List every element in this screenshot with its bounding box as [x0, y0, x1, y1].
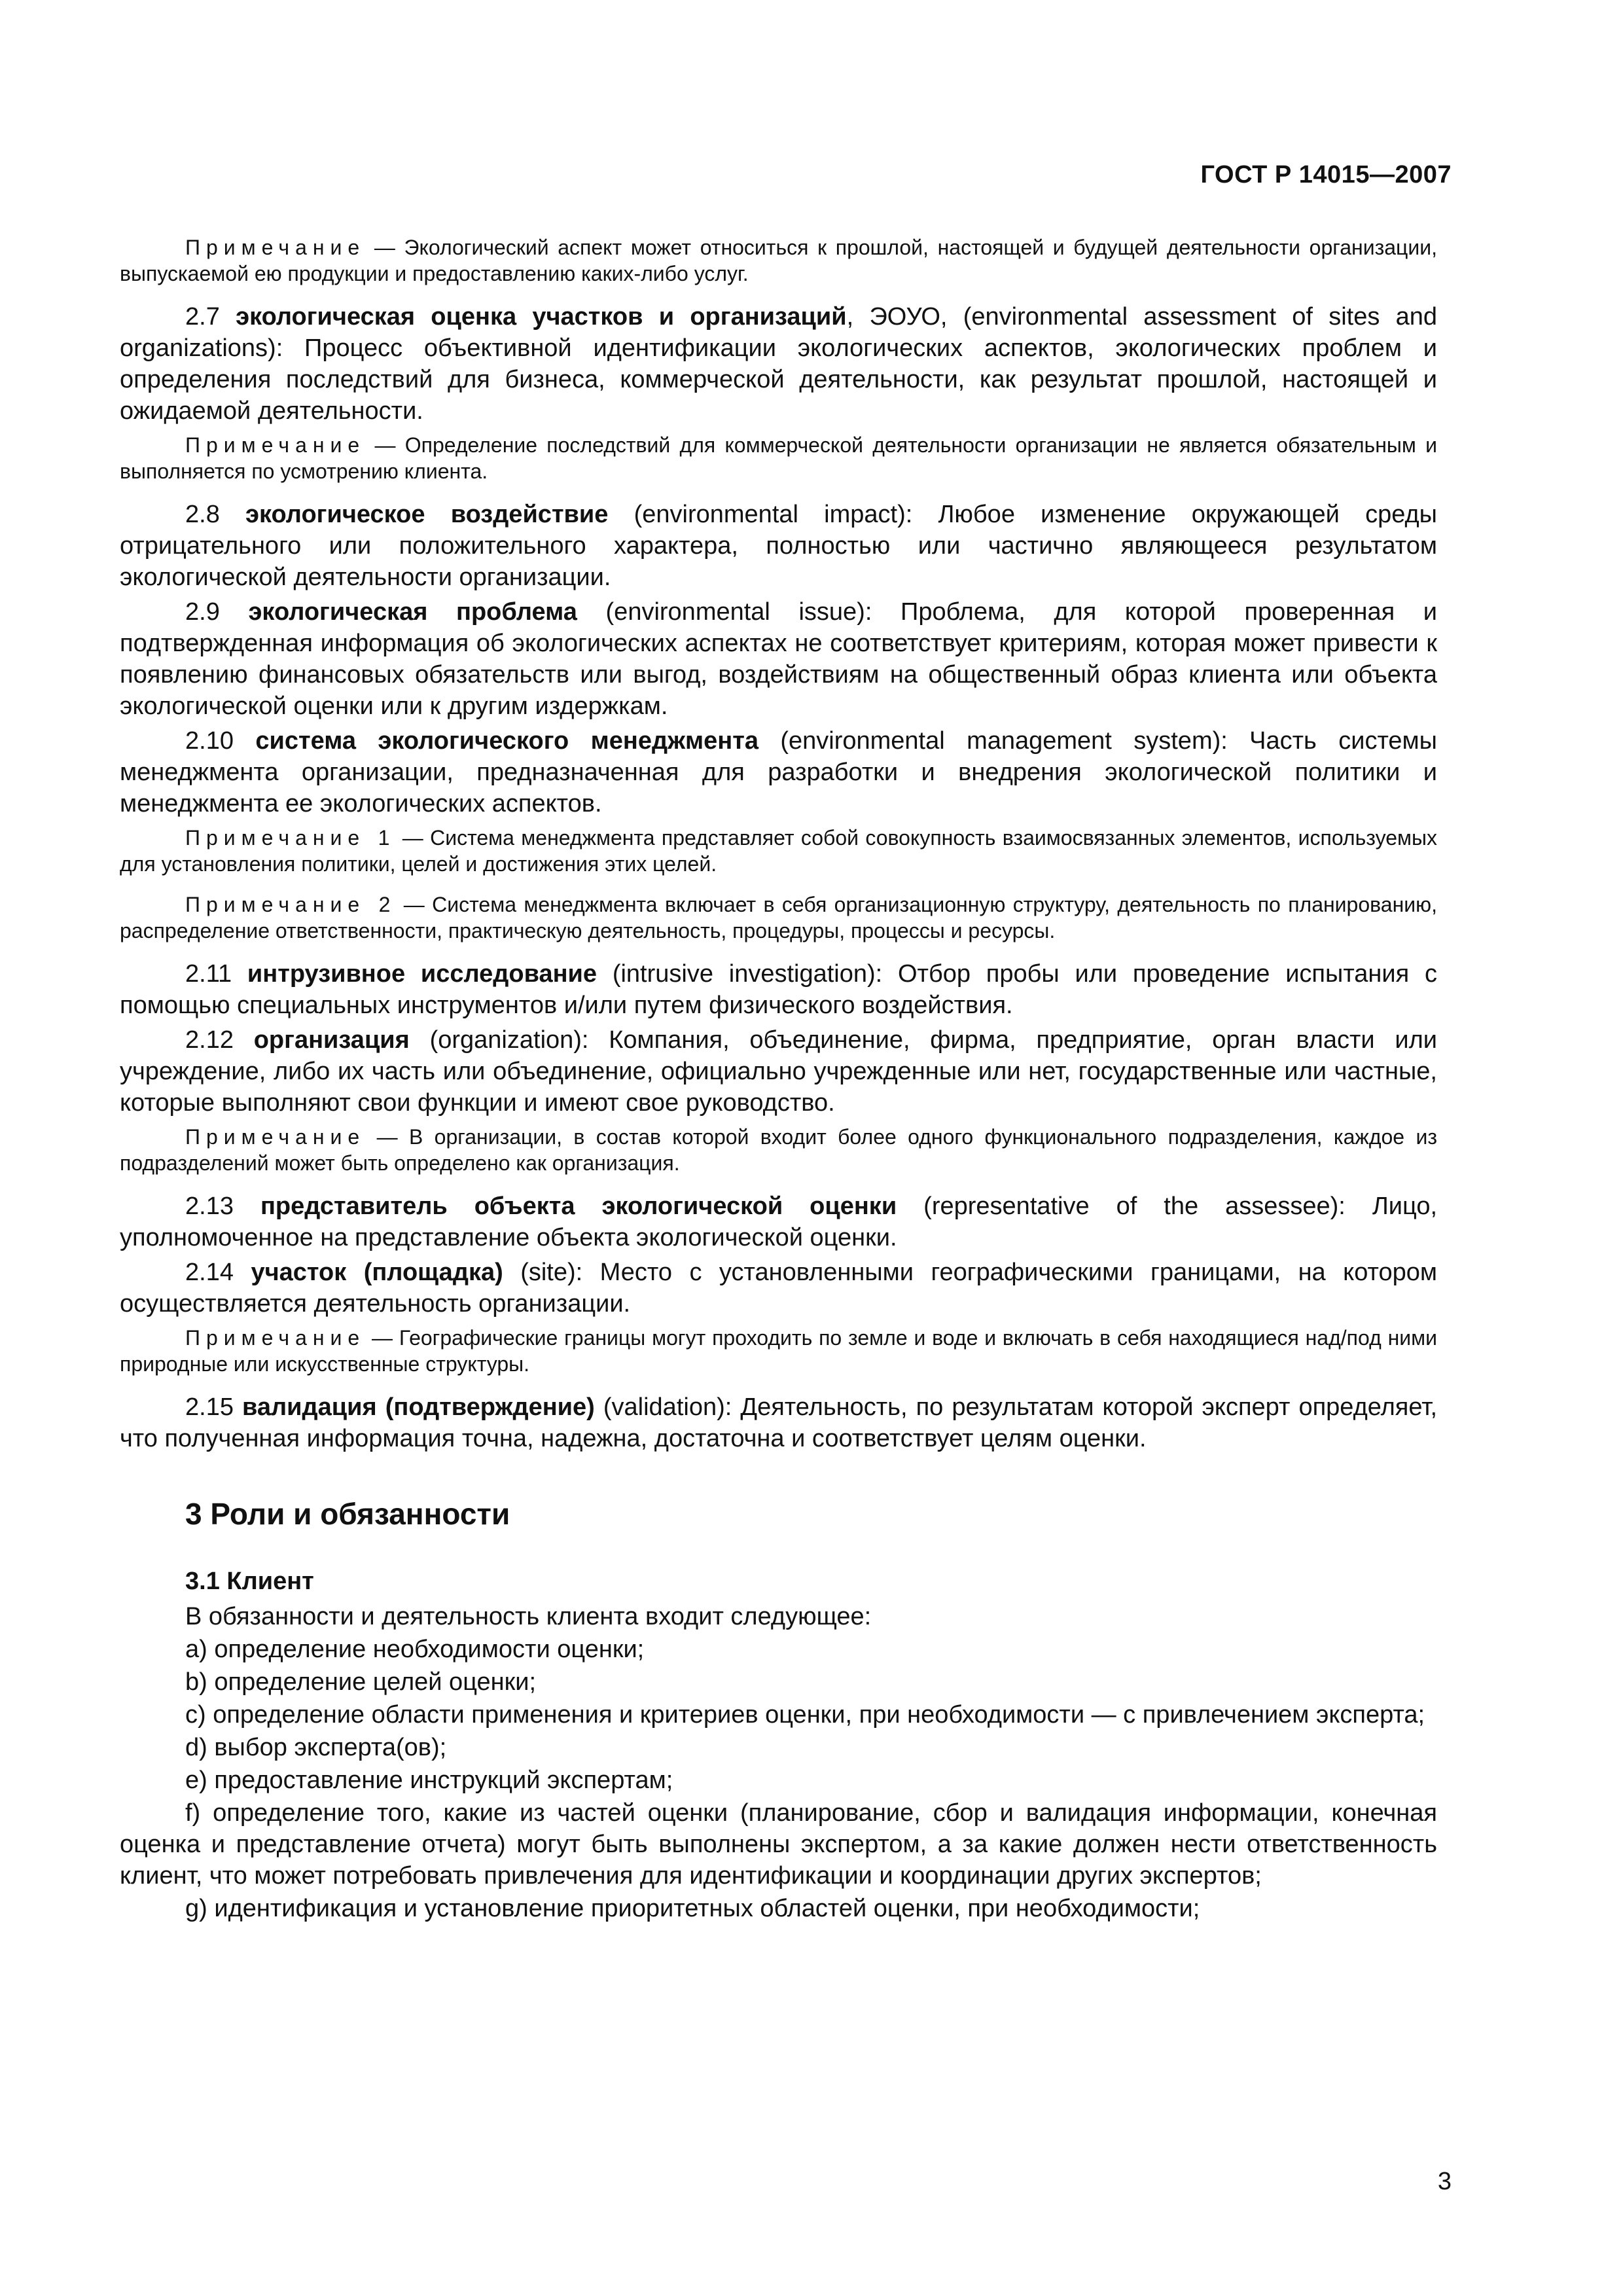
list-letter: a) [185, 1636, 207, 1663]
definition-2-13 [120, 1191, 1437, 1253]
note-number: 1 [365, 826, 396, 850]
definition-term: представитель объекта экологической оценки [260, 1193, 897, 1220]
definition-2-9 [120, 596, 1437, 722]
list-letter: f) [185, 1799, 201, 1827]
definition-text: (site): Место с установленными географическими границами, на котором осуществляется деятельность организации. [120, 1259, 1438, 1318]
note [120, 234, 1437, 287]
definition-text: (organization): Компания, объединение, фирма, предприятие, орган власти или учреждение, либо их часть или объединение, официально учрежденные или нет, государственные или частные, которые выполняют свои функции и имеют свое руководство. [120, 1026, 1438, 1117]
definition-2-15 [120, 1391, 1437, 1454]
note-label: Примечание [185, 1125, 366, 1149]
list-letter: g) [185, 1895, 207, 1922]
definition-term: система экологического менеджмента [255, 727, 758, 755]
definition-term: участок (площадка) [251, 1259, 503, 1286]
section-intro: В обязанности и деятельность клиента входит следующее: [185, 1603, 872, 1630]
definition-text: (environmental management system): Часть системы менеджмента организации, предназначенная для разработки и внедрения экологической политики и менеджмента ее экологических аспектов. [120, 727, 1437, 817]
list-letter: e) [185, 1767, 207, 1794]
definition-term: валидация (подтверждение) [242, 1393, 595, 1421]
definition-2-14 [120, 1257, 1437, 1319]
definition-2-7 [120, 301, 1437, 427]
definition-term: экологическая проблема [248, 598, 577, 626]
definition-text: (intrusive investigation): Отбор пробы или проведение испытания с помощью специальных инструментов и/или путем физического воздействия. [120, 960, 1437, 1019]
note-text: — Система менеджмента включает в себя организационную структуру, деятельность по планированию, распределение ответственности, практическую деятельность, процедуры, процессы и ресурсы. [120, 893, 1438, 942]
definition-number: 2.9 [185, 598, 220, 626]
definition-number: 2.13 [185, 1193, 234, 1220]
note-text: — Определение последствий для коммерческой деятельности организации не является обязательным и выполняется по усмотрению клиента. [120, 433, 1437, 483]
note-label: Примечание [185, 236, 366, 259]
definition-number: 2.14 [185, 1259, 234, 1286]
note-text: — Экологический аспект может относиться к прошлой, настоящей и будущей деятельности организации, выпускаемой ею продукции и предоставлению каких-либо услуг. [120, 236, 1437, 285]
note-text: — Система менеджмента представляет собой совокупность взаимосвязанных элементов, используемых для установления политики, целей и достижения этих целей. [120, 826, 1438, 876]
note-label: Примечание [185, 826, 366, 850]
list-text: выбор эксперта(ов); [214, 1734, 447, 1761]
definition-number: 2.15 [185, 1393, 234, 1421]
note-1 [120, 825, 1437, 877]
list-text: определение целей оценки; [214, 1668, 537, 1696]
definition-term: интрузивное исследование [247, 960, 597, 988]
definition-term: организация [253, 1026, 410, 1054]
definition-2-11 [120, 958, 1437, 1021]
note-2 [120, 891, 1437, 944]
definition-text: , ЭОУО, (environmental assessment of sites and organizations): Процесс объективной идентификации экологических аспектов, экологических проблем и определения последствий для бизнеса, коммерческой деятельности, как результат прошлой, настоящей и ожидаемой деятельности. [120, 303, 1438, 425]
definition-number: 2.10 [185, 727, 234, 755]
list-text: определение необходимости оценки; [214, 1636, 645, 1663]
definition-2-10 [120, 725, 1437, 819]
section-heading: 3 Роли и обязанности [185, 1497, 510, 1531]
list-text: идентификация и установление приоритетных областей оценки, при необходимости; [214, 1895, 1200, 1922]
definition-text: (environmental issue): Проблема, для которой проверенная и подтвержденная информация об экологических аспектах не соответствует критериям, которая может привести к появлению финансовых обязательств или выгод, воздействиям на общественный образ клиента или объекта экологической оценки или к другим издержкам. [120, 598, 1437, 720]
note-number: 2 [365, 893, 397, 916]
page-content [120, 229, 1437, 1926]
list-text: предоставление инструкций экспертам; [214, 1767, 673, 1794]
definition-term: экологическая оценка участков и организаций [236, 303, 847, 331]
note [120, 432, 1437, 484]
list-item [120, 1699, 1437, 1731]
definition-number: 2.8 [185, 501, 220, 528]
definition-text: (environmental impact): Любое изменение окружающей среды отрицательного или положительного характера, полностью или частично являющееся результатом экологической деятельности организации. [120, 501, 1437, 591]
note-text: — Географические границы могут проходить по земле и воде и включать в себя находящиеся над/под ними природные или искусственные структуры. [120, 1326, 1437, 1376]
subsection-heading: 3.1 Клиент [185, 1568, 314, 1595]
definition-number: 2.12 [185, 1026, 234, 1054]
list-letter: b) [185, 1668, 207, 1696]
list-letter: c) [185, 1701, 206, 1729]
page-number: 3 [1437, 2168, 1452, 2195]
list-item [120, 1634, 1437, 1665]
definition-term: экологическое воздействие [245, 501, 609, 528]
note [120, 1325, 1437, 1377]
note-label: Примечание [185, 893, 366, 916]
note-label: Примечание [185, 433, 366, 457]
note [120, 1124, 1437, 1176]
definition-2-12 [120, 1024, 1437, 1119]
list-item [120, 1893, 1437, 1924]
document-header-id: ГОСТ Р 14015—2007 [1200, 161, 1452, 188]
list-item [120, 1732, 1437, 1763]
definition-text: (representative of the assessee): Лицо, уполномоченное на представление объекта экологической оценки. [120, 1193, 1438, 1251]
list-item [120, 1765, 1437, 1796]
definition-2-8 [120, 499, 1437, 593]
note-label: Примечание [185, 1326, 366, 1350]
definition-number: 2.7 [185, 303, 220, 331]
list-text: определение области применения и критериев оценки, при необходимости — с привлечением эксперта; [213, 1701, 1425, 1729]
note-text: — В организации, в состав которой входит более одного функционального подразделения, каждое из подразделений может быть определено как организация. [120, 1125, 1437, 1175]
definition-text: (validation): Деятельность, по результатам которой эксперт определяет, что полученная информация точна, надежна, достаточна и соответствует целям оценки. [120, 1393, 1438, 1452]
list-text: определение того, какие из частей оценки (планирование, сбор и валидация информации, конечная оценка и представление отчета) могут быть выполнены экспертом, а за какие должен нести ответственность клиент, что может потребовать привлечения для идентификации и координации других экспертов; [120, 1799, 1437, 1890]
definition-number: 2.11 [185, 960, 232, 988]
list-item [120, 1666, 1437, 1698]
list-item [120, 1797, 1437, 1892]
list-letter: d) [185, 1734, 207, 1761]
